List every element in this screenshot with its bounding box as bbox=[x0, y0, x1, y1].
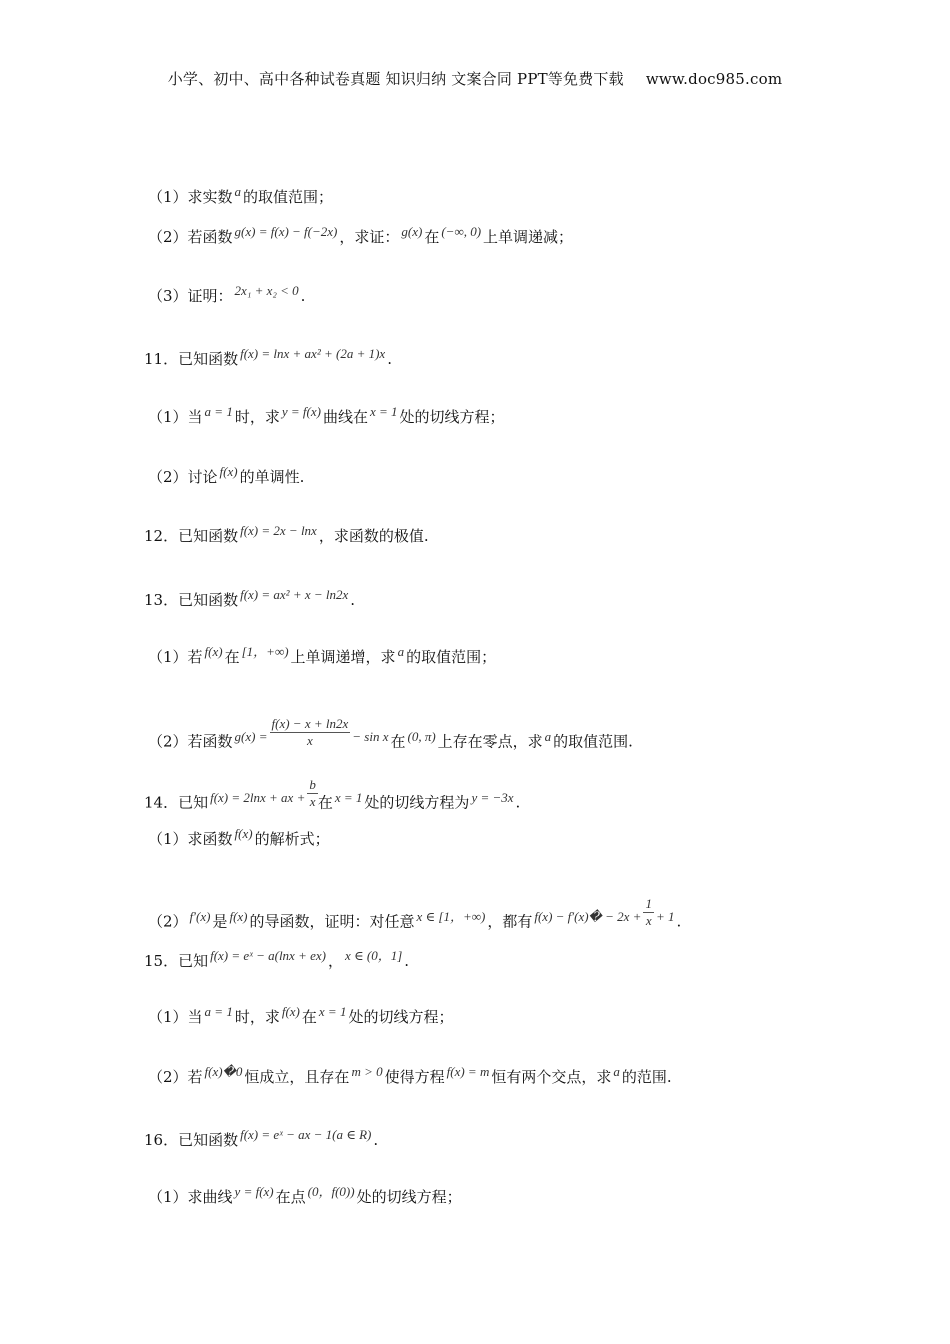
formula: f(x) bbox=[204, 644, 223, 659]
question-12 bbox=[144, 525, 429, 546]
formula: a bbox=[397, 644, 405, 659]
formula: a bbox=[234, 184, 242, 199]
denominator: x bbox=[306, 733, 313, 748]
text: 使得方程 bbox=[384, 1068, 445, 1086]
text: （2）若 bbox=[148, 1068, 203, 1086]
question-13-part-1 bbox=[148, 646, 496, 667]
question-14 bbox=[144, 777, 521, 820]
formula: f(x) = m bbox=[446, 1064, 490, 1079]
formula: f(x)�0 bbox=[204, 1064, 243, 1079]
text: 上单调递增，求 bbox=[290, 648, 396, 666]
text: 11．已知函数 bbox=[144, 350, 239, 368]
formula: y = f(x) bbox=[234, 1184, 274, 1199]
text: （3）证明： bbox=[148, 287, 233, 305]
question-14-part-2 bbox=[148, 896, 682, 939]
fraction bbox=[270, 716, 351, 749]
formula: f(x) bbox=[234, 826, 253, 841]
part-1 bbox=[148, 186, 333, 207]
question-15-part-2 bbox=[148, 1066, 672, 1087]
formula: + 1 bbox=[655, 908, 675, 924]
formula: f(x) = eˣ − ax − 1(a ∈ R) bbox=[240, 1127, 372, 1142]
fraction bbox=[643, 896, 654, 929]
text: . bbox=[404, 952, 410, 970]
question-16-part-1 bbox=[148, 1186, 462, 1207]
formula: x ∈ [1，+∞) bbox=[416, 908, 486, 924]
text: 在 bbox=[301, 1008, 317, 1026]
text: 曲线在 bbox=[322, 408, 368, 426]
text: 时，求 bbox=[234, 408, 280, 426]
text: . bbox=[300, 287, 306, 305]
formula: f(x) bbox=[229, 908, 248, 924]
text: ，求证： bbox=[339, 228, 400, 246]
formula: f(x) = ax² + x − ln2x bbox=[240, 587, 349, 602]
text: 恒有两个交点，求 bbox=[491, 1068, 612, 1086]
text: 时，求 bbox=[234, 1008, 280, 1026]
text: 的取值范围； bbox=[406, 648, 497, 666]
question-14-part-1 bbox=[148, 828, 330, 849]
formula: (−∞, 0) bbox=[441, 224, 482, 239]
question-11-part-2 bbox=[148, 466, 304, 487]
text: . bbox=[515, 793, 521, 812]
denominator: x bbox=[645, 913, 652, 928]
formula: x ∈ (0，1] bbox=[345, 948, 403, 963]
text: 在 bbox=[424, 228, 440, 246]
formula: f(x) = 2lnx + ax + bbox=[210, 789, 306, 805]
question-13 bbox=[144, 589, 355, 610]
formula: g(x) = bbox=[234, 728, 268, 744]
fraction bbox=[307, 777, 318, 810]
formula: − sin x bbox=[352, 728, 389, 744]
text: 在点 bbox=[275, 1188, 306, 1206]
part-2 bbox=[148, 226, 573, 247]
text: 处的切线方程； bbox=[356, 1188, 462, 1206]
formula: f(x) − f′(x)� − 2x + bbox=[534, 908, 642, 924]
text: 处的切线方程； bbox=[399, 408, 505, 426]
formula: (0, π) bbox=[407, 728, 436, 744]
text: 14．已知 bbox=[144, 793, 209, 812]
question-11 bbox=[144, 348, 392, 369]
question-16 bbox=[144, 1129, 378, 1150]
numerator: f(x) − x + ln2x bbox=[271, 716, 349, 731]
text: 的取值范围. bbox=[553, 732, 633, 751]
text: 的取值范围； bbox=[243, 188, 334, 206]
text: . bbox=[373, 1131, 379, 1149]
text: 恒成立，且存在 bbox=[244, 1068, 350, 1086]
text: 是 bbox=[212, 912, 228, 931]
text: 16．已知函数 bbox=[144, 1131, 239, 1149]
text: 上单调递减； bbox=[483, 228, 574, 246]
formula: f(x) = lnx + ax² + (2a + 1)x bbox=[240, 346, 386, 361]
formula: x = 1 bbox=[318, 1004, 347, 1019]
text: 的单调性. bbox=[239, 468, 305, 486]
text: （1）求函数 bbox=[148, 830, 233, 848]
question-15-part-1 bbox=[148, 1006, 453, 1027]
numerator: 1 bbox=[645, 896, 652, 911]
header-url: www.doc985.com bbox=[645, 70, 783, 88]
numerator: b bbox=[309, 777, 316, 792]
text: （2）讨论 bbox=[148, 468, 218, 486]
text: 在 bbox=[224, 648, 240, 666]
text: . bbox=[387, 350, 392, 368]
formula: (0，f(0)) bbox=[307, 1184, 355, 1199]
formula: f′(x) bbox=[189, 908, 211, 924]
formula: y = −3x bbox=[471, 789, 514, 805]
text: 在 bbox=[390, 732, 406, 751]
formula: y = f(x) bbox=[281, 404, 321, 419]
header-text: 小学、初中、高中各种试卷真题 知识归纳 文案合同 PPT等免费下载 bbox=[167, 70, 624, 88]
text: 处的切线方程为 bbox=[364, 793, 470, 812]
text: （2） bbox=[148, 912, 188, 931]
part-3 bbox=[148, 285, 305, 306]
text: （1）当 bbox=[148, 408, 203, 426]
text: 13．已知函数 bbox=[144, 591, 239, 609]
text: ，都有 bbox=[487, 912, 533, 931]
text: 的范围. bbox=[621, 1068, 672, 1086]
text: 处的切线方程； bbox=[348, 1008, 454, 1026]
formula: 2x₁ + x₂ < 0 bbox=[234, 283, 299, 298]
text: . bbox=[676, 912, 682, 931]
text: 的解析式； bbox=[254, 830, 330, 848]
formula: m > 0 bbox=[351, 1064, 383, 1079]
text: （1）当 bbox=[148, 1008, 203, 1026]
text: （1）若 bbox=[148, 648, 203, 666]
formula: a = 1 bbox=[204, 404, 233, 419]
formula: x = 1 bbox=[334, 789, 363, 805]
text: （2）若函数 bbox=[148, 228, 233, 246]
question-15 bbox=[144, 950, 409, 971]
text: （2）若函数 bbox=[148, 732, 233, 751]
page-header bbox=[0, 68, 950, 89]
formula: a bbox=[544, 728, 552, 744]
text: 15．已知 bbox=[144, 952, 209, 970]
formula: x = 1 bbox=[369, 404, 398, 419]
text: 12．已知函数 bbox=[144, 527, 239, 545]
text: （1）求实数 bbox=[148, 188, 233, 206]
text: 在 bbox=[317, 793, 333, 812]
formula: f(x) bbox=[219, 464, 238, 479]
formula: [1，+∞) bbox=[241, 644, 289, 659]
text: . bbox=[350, 591, 356, 609]
formula: f(x) bbox=[281, 1004, 300, 1019]
text: （1）求曲线 bbox=[148, 1188, 233, 1206]
text: ，求函数的极值. bbox=[318, 527, 429, 545]
formula: g(x) bbox=[401, 224, 423, 239]
denominator: x bbox=[309, 794, 316, 809]
formula: a = 1 bbox=[204, 1004, 233, 1019]
formula: f(x) = 2x − lnx bbox=[240, 523, 317, 538]
text: 的导函数，证明：对任意 bbox=[249, 912, 415, 931]
formula: f(x) = eˣ − a(lnx + ex) bbox=[210, 948, 326, 963]
question-11-part-1 bbox=[148, 406, 505, 427]
formula: a bbox=[613, 1064, 620, 1079]
formula: g(x) = f(x) − f(−2x) bbox=[234, 224, 338, 239]
question-13-part-2 bbox=[148, 716, 633, 759]
text: ， bbox=[327, 952, 343, 970]
text: 上存在零点，求 bbox=[437, 732, 543, 751]
